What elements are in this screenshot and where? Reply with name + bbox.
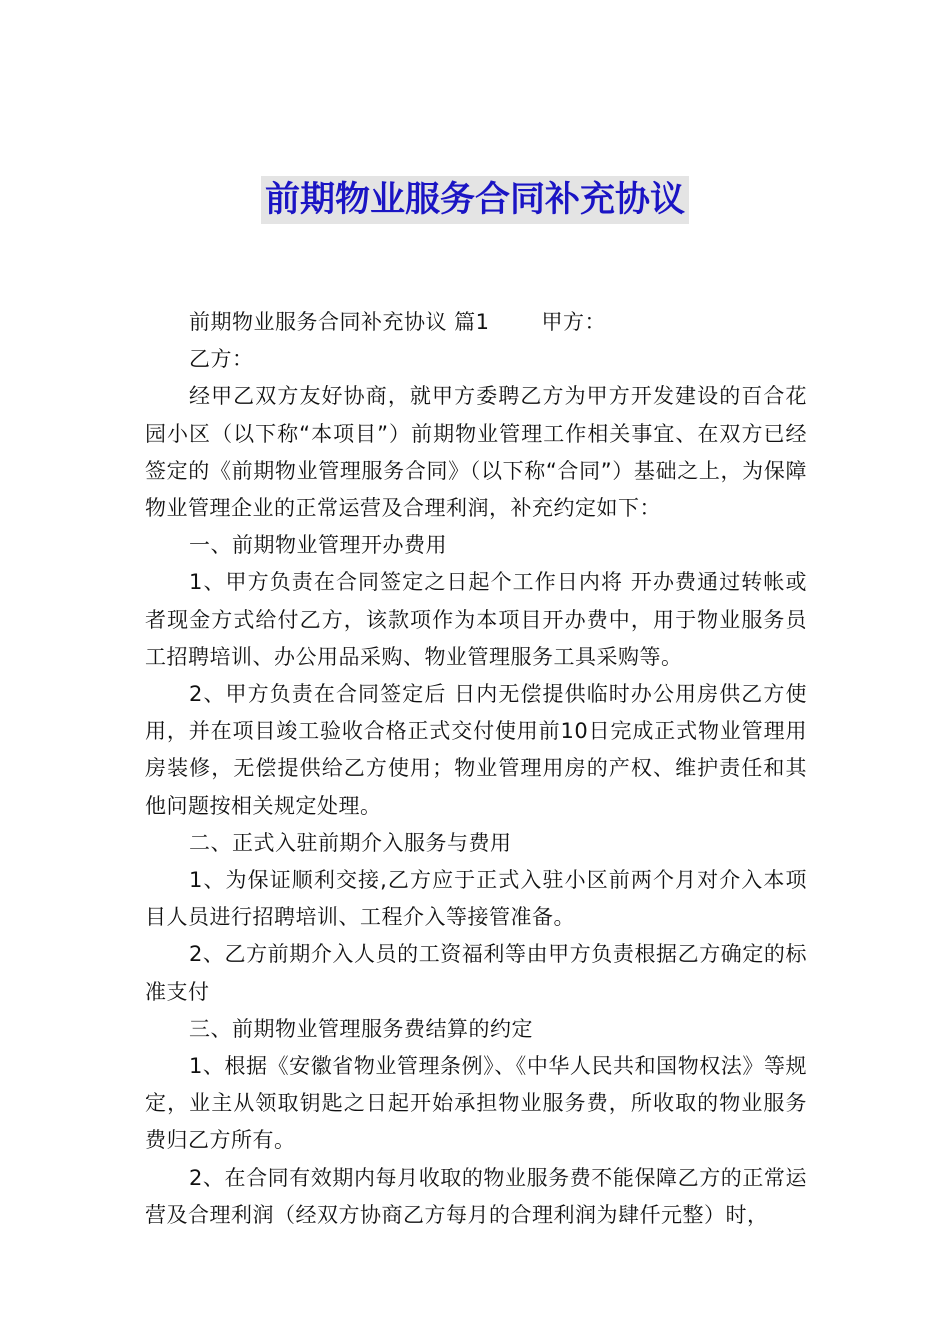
intro-paragraph: 经甲乙双方友好协商，就甲方委聘乙方为甲方开发建设的百合花园小区（以下称“本项目”）前期物业管理工作相关事宜、在双方已经签定的《前期物业管理服务合同》（以下称“合同”）基础之上，为保障物业管理企业的正常运营及合理利润，补充约定如下： [145,384,807,521]
section-2-clause-1: 1、为保证顺利交接,乙方应于正式入驻小区前两个月对介入本项目人员进行招聘培训、工程介入等接管准备。 [145,868,807,930]
title-container [0,176,950,224]
section-3-clause-2: 2、在合同有效期内每月收取的物业服务费不能保障乙方的正常运营及合理利润（经双方协商乙方每月的合理利润为肆仟元整）时， [145,1165,807,1227]
document-title: 前期物业服务合同补充协议 [261,176,689,224]
header-line [145,304,807,341]
section-2-clause-2: 2、乙方前期介入人员的工资福利等由甲方负责根据乙方确定的标准支付 [145,942,807,1004]
document-body [145,304,807,1234]
section-1-clause-2: 2、甲方负责在合同签定后 日内无偿提供临时办公用房供乙方使用，并在项目竣工验收合格正式交付使用前10日完成正式物业管理用房装修，无偿提供给乙方使用；物业管理用房的产权、维护责任和其他问题按相关规定处理。 [145,682,807,818]
section-heading-label: 前期物业服务合同补充协议 篇1 [189,310,490,334]
section-1-clause-1: 1、甲方负责在合同签定之日起个工作日内将 开办费通过转帐或者现金方式给付乙方，该款项作为本项目开办费中，用于物业服务员工招聘培训、办公用品采购、物业管理服务工具采购等。 [145,570,807,669]
section-3-clause-1: 1、根据《安徽省物业管理条例》、《中华人民共和国物权法》等规定，业主从领取钥匙之日起开始承担物业服务费，所收取的物业服务费归乙方所有。 [145,1054,807,1153]
party-b-label: 乙方： [189,347,254,372]
section-1-heading: 一、前期物业管理开办费用 [189,533,447,558]
party-a-label: 甲方： [541,310,607,334]
section-3-heading: 三、前期物业管理服务费结算的约定 [189,1016,533,1041]
section-2-heading: 二、正式入驻前期介入服务与费用 [189,830,512,855]
